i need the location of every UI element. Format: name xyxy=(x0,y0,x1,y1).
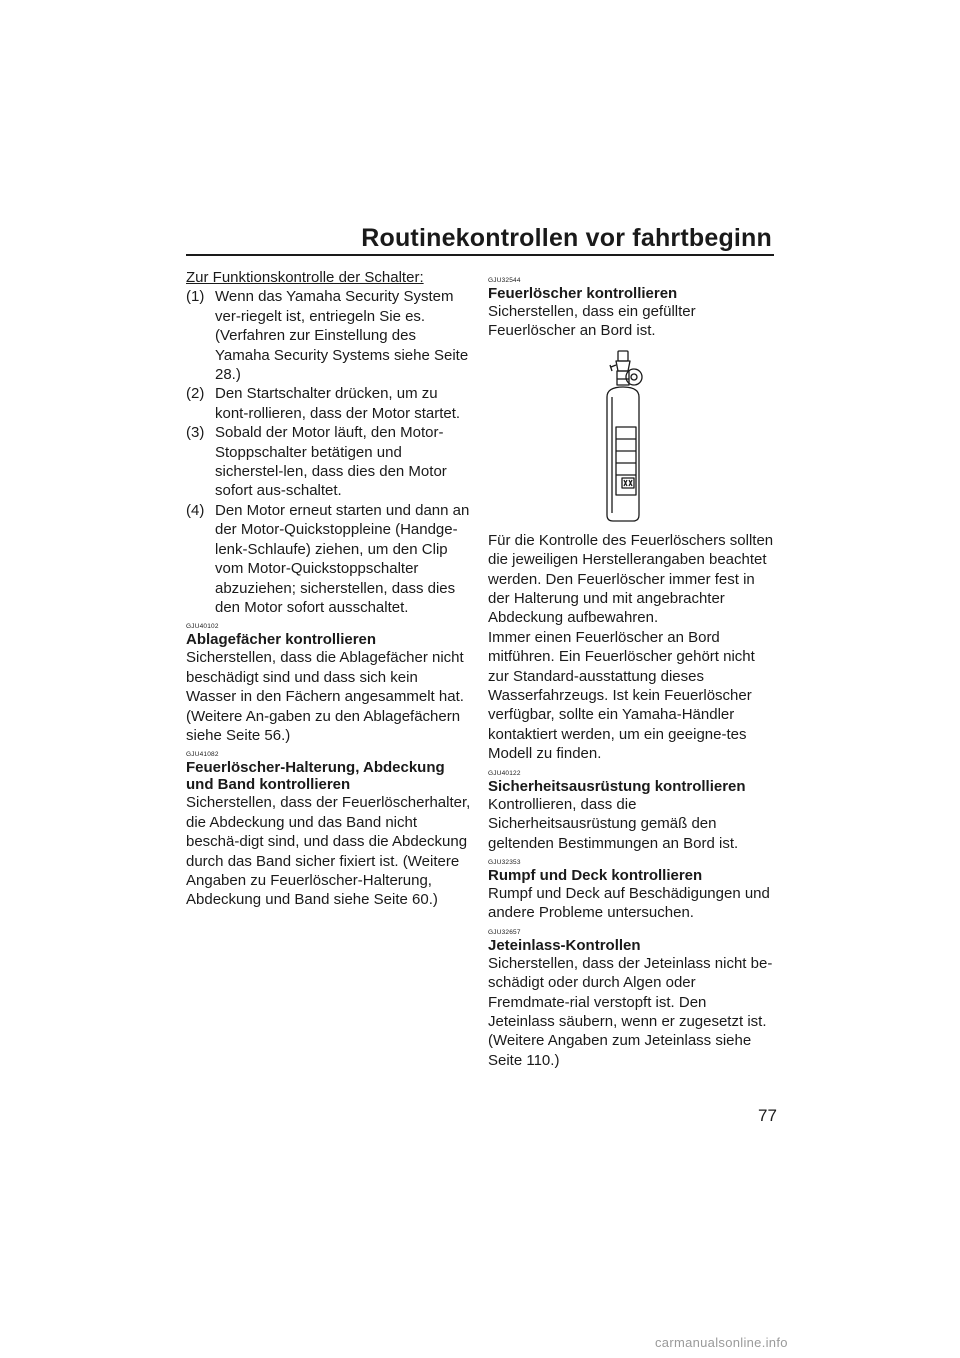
extinguisher-recommendation: Immer einen Feuerlöscher an Bord mitführen. Ein Feuerlöscher gehört nicht zur Standard-ausstattung dieses Wasserfahrzeugs. Ist kein Feuerlöscher verfügbar, sollte ein Yamaha-Händler kontaktiert werden, um ein geeigne-tes Modell zu finden. xyxy=(488,628,755,763)
page-number: 77 xyxy=(758,1106,777,1125)
storage-body: Sicherstellen, dass die Ablagefächer nicht beschädigt sind und dass sich kein Wasser in den Fächern angesammelt hat. (Weitere An-gaben zu den Ablagefächern siehe Seite 56.) xyxy=(186,649,464,744)
step-item xyxy=(186,423,472,501)
fire-extinguisher-illustration xyxy=(598,349,658,525)
step-number: (2) xyxy=(186,385,205,403)
step-number: (1) xyxy=(186,288,205,306)
extinguisher-instructions: Für die Kontrolle des Feuerlöschers sollten die jeweiligen Herstellerangaben beachtet werden. Den Feuerlöscher immer fest in der Halterung und mit angebrachter Abdeckung aufbewahren. xyxy=(488,531,774,627)
holder-body: Sicherstellen, dass der Feuerlöscherhalter, die Abdeckung und das Band nicht beschä-digt sind, und dass die Abdeckung durch das Band sicher fixiert ist. (Weitere Angaben zu Feuerlöscher-Halterung, Abdeckung und Band siehe Seite 60.) xyxy=(186,794,471,909)
step-text: Den Motor erneut starten und dann an der Motor-Quickstoppleine (Handge-lenk-Schlaufe) ziehen, um den Clip vom Motor-Quickstoppschalter abzuziehen; sicherstellen, dass dies den Motor sofort ausschaltet. xyxy=(215,501,470,616)
right-column xyxy=(488,268,774,1070)
step-item xyxy=(186,287,472,384)
jet-intake-body: Sicherstellen, dass der Jeteinlass nicht be-schädigt oder durch Algen oder Fremdmate-rial verstopft ist. Den Jeteinlass säubern, wenn er zugesetzt ist. (Weitere Angaben zum Jeteinlass siehe Seite 110.) xyxy=(488,954,773,1069)
step-item xyxy=(186,384,472,423)
safety-body: Kontrollieren, dass die Sicherheitsausrüstung gemäß den geltenden Bestimmungen an Bord ist. xyxy=(488,795,739,852)
section-code: GJU40102 xyxy=(186,623,219,631)
hull-heading: Rumpf und Deck kontrollieren xyxy=(488,866,703,884)
step-text: Wenn das Yamaha Security System ver-riegelt ist, entriegeln Sie es. (Verfahren zur Einstellung des Yamaha Security Systems siehe Seite 28.) xyxy=(215,288,469,384)
section-code: GJU41082 xyxy=(186,751,219,759)
jet-intake-heading: Jeteinlass-Kontrollen xyxy=(488,936,641,954)
section-code: GJU32353 xyxy=(488,858,521,866)
extinguisher-body: Sicherstellen, dass ein gefüllter Feuerlöscher an Bord ist. xyxy=(488,303,696,340)
extinguisher-heading: Feuerlöscher kontrollieren xyxy=(488,285,678,302)
section-code: GJU32657 xyxy=(488,928,521,936)
step-text: Sobald der Motor läuft, den Motor-Stoppschalter betätigen und sicherstel-len, dass dies den Motor sofort aus-schaltet. xyxy=(215,424,447,500)
safety-heading: Sicherheitsausrüstung kontrollieren xyxy=(488,777,746,795)
step-number: (3) xyxy=(186,424,205,442)
step-item xyxy=(186,501,472,617)
storage-heading: Ablagefächer kontrollieren xyxy=(186,631,377,649)
switch-check-subheading: Zur Funktionskontrolle der Schalter: xyxy=(186,269,424,286)
page-title: Routinekontrollen vor fahrtbeginn xyxy=(361,224,772,252)
header-rule xyxy=(186,254,774,256)
step-number: (4) xyxy=(186,501,205,519)
watermark: carmanualsonline.info xyxy=(655,1335,788,1350)
left-column xyxy=(186,268,472,910)
section-code: GJU32544 xyxy=(488,277,521,284)
section-code: GJU40122 xyxy=(488,769,521,777)
step-text: Den Startschalter drücken, um zu kont-rollieren, dass der Motor startet. xyxy=(215,385,461,422)
hull-body: Rumpf und Deck auf Beschädigungen und andere Probleme untersuchen. xyxy=(488,884,770,922)
holder-heading: Feuerlöscher-Halterung, Abdeckung und Band kontrollieren xyxy=(186,759,445,794)
